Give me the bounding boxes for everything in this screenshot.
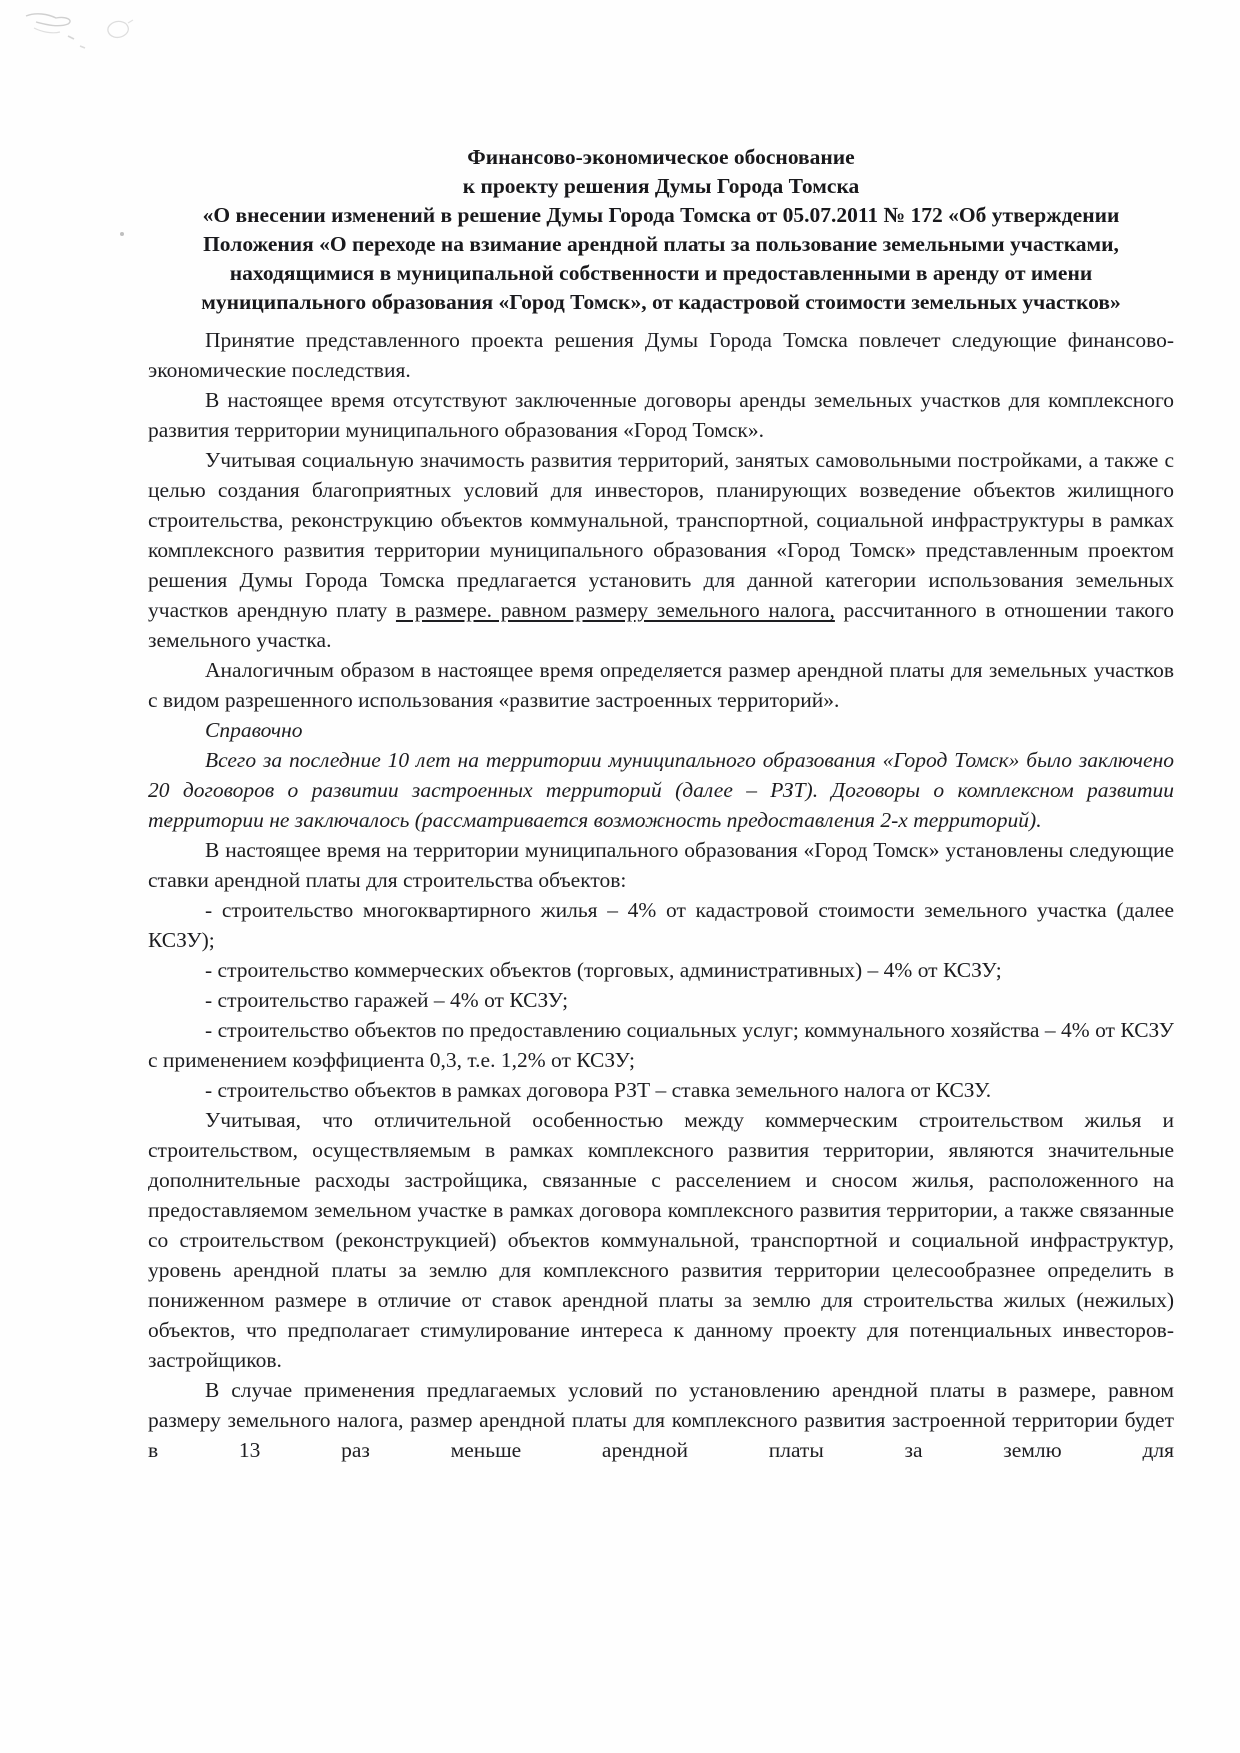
document-content — [148, 0, 1174, 1465]
title-line-subject: Финансово-экономическое обоснование — [467, 145, 855, 169]
title-line-decision: «О внесении изменений в решение Думы Города Томска от 05.07.2011 № 172 «Об утверждении Положения «О переходе на взимание арендной платы за пользование земельными участками, находящимися в муниципальной собственности и предоставленными в аренду от имени муниципального образования «Город Томск», от кадастровой стоимости земельных участков» — [201, 203, 1121, 314]
paragraph-current-rates-intro: В настоящее время на территории муниципального образования «Город Томск» установлены следующие ставки арендной платы для строительства объектов: — [148, 838, 1174, 892]
paragraph-consequences: Принятие представленного проекта решения Думы Города Томска повлечет следующие финансово-экономические последствия. — [148, 328, 1174, 382]
rate-item-garages: - строительство гаражей – 4% от КСЗУ; — [205, 988, 569, 1012]
paragraph-proposal — [148, 445, 1174, 655]
document-title — [148, 143, 1174, 317]
scan-artifact-dot — [120, 232, 124, 236]
rate-item-rzt: - строительство объектов в рамках договора РЗТ – ставка земельного налога от КСЗУ. — [205, 1078, 992, 1102]
rate-item-social: - строительство объектов по предоставлению социальных услуг; коммунального хозяйства – 4% от КСЗУ с применением коэффициента 0,3, т.е. 1,2% от КСЗУ; — [148, 1018, 1174, 1072]
title-line-project: к проекту решения Думы Города Томска — [462, 174, 860, 198]
paragraph-no-contracts: В настоящее время отсутствуют заключенные договоры аренды земельных участков для комплексного развития территории муниципального образования «Город Томск». — [148, 388, 1174, 442]
paragraph-reference-label: Справочно — [205, 718, 303, 742]
scan-artifact-smudge — [100, 15, 140, 51]
paragraph-rationale: Учитывая, что отличительной особенностью между коммерческим строительством жилья и строительством, осуществляемым в рамках комплексного развития территории, являются значительные дополнительные расходы застройщика, связанные с расселением и сносом жилья, расположенного на предоставляемом земельном участке в рамках договора комплексного развития территории, а также связанные со строительством (реконструкцией) объектов коммунальной, транспортной и социальной инфраструктур, уровень арендной платы за землю для комплексного развития территории целесообразнее определить в пониженном размере в отличие от ставок арендной платы за землю для строительства жилых (нежилых) объектов, что предполагает стимулирование интереса к данному проекту для потенциальных инвесторов-застройщиков. — [148, 1108, 1174, 1372]
rate-item-commercial: - строительство коммерческих объектов (торговых, административных) – 4% от КСЗУ; — [205, 958, 1002, 982]
document-body — [148, 325, 1174, 1465]
proposal-text-before: Учитывая социальную значимость развития территорий, занятых самовольными постройками, а также с целью создания благоприятных условий для инвесторов, планирующих возведение объектов жилищного строительства, реконструкцию объектов коммунальной, транспортной, социальной инфраструктуры в рамках комплексного развития территории муниципального образования «Город Томск» представленным проектом решения Думы Города Томска предлагается установить для данной категории использования земельных участков арендную плату — [148, 448, 1174, 622]
proposal-text-after: рассчитанного в отношении такого земельного участка. — [148, 598, 1174, 652]
paragraph-reference-note: Всего за последние 10 лет на территории муниципального образования «Город Томск» было заключено 20 договоров о развитии застроенных территорий (далее – РЗТ). Договоры о комплексном развитии территории не заключалось (рассматривается возможность предоставления 2-х территорий). — [148, 748, 1174, 832]
underlined-phrase: в размере. равном размеру земельного налога, — [395, 598, 835, 622]
paragraph-conclusion: В случае применения предлагаемых условий по установлению арендной платы в размере, равном размеру земельного налога, размер арендной платы для комплексного развития застроенной территории будет в 13 раз меньше арендной платы за землю для — [148, 1378, 1174, 1462]
paragraph-analogous: Аналогичным образом в настоящее время определяется размер арендной платы для земельных участков с видом разрешенного использования «развитие застроенных территорий». — [148, 658, 1174, 712]
rate-item-residential: - строительство многоквартирного жилья – 4% от кадастровой стоимости земельного участка (далее КСЗУ); — [148, 898, 1174, 952]
